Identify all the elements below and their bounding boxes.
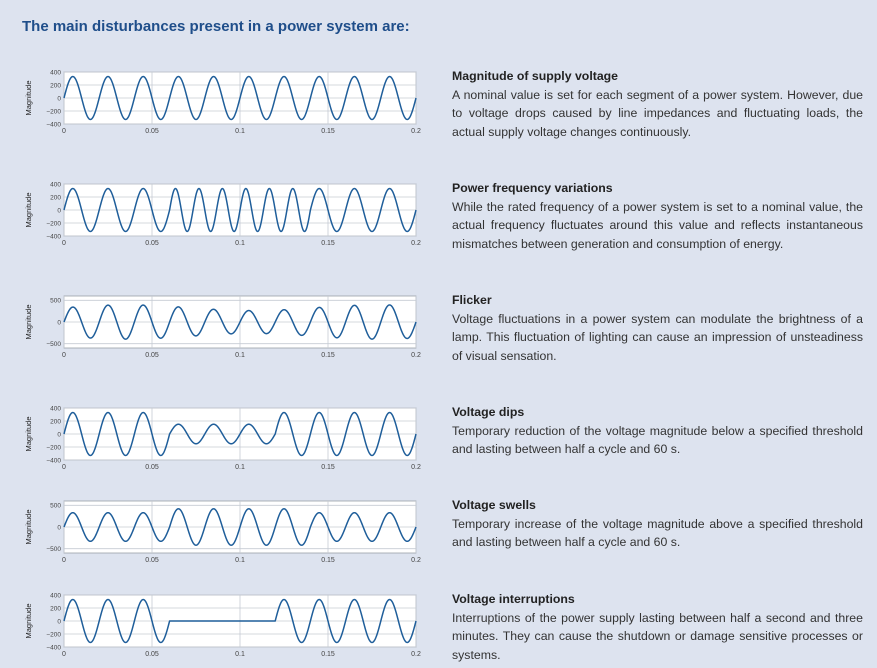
y-tick-label: 200	[50, 418, 61, 426]
disturbance-text: Temporary increase of the voltage magnitude above a specified threshold and lasting between half a cycle and 60 s.	[452, 516, 863, 549]
y-tick-label: −200	[46, 220, 61, 228]
x-tick-label: 0.15	[321, 240, 335, 247]
disturbance-title: Voltage swells	[452, 498, 536, 512]
y-tick-label: −500	[46, 340, 61, 348]
y-tick-label: 400	[50, 592, 61, 600]
y-tick-label: −400	[46, 233, 61, 241]
x-tick-label: 0.15	[321, 128, 335, 135]
y-tick-label: −200	[46, 631, 61, 639]
x-tick-label: 0.2	[411, 464, 421, 471]
x-tick-label: 0.2	[411, 352, 421, 359]
y-tick-label: 0	[57, 319, 61, 327]
disturbance-description	[452, 179, 863, 253]
y-axis-label: Magnitude	[24, 416, 33, 452]
x-tick-label: 0.2	[411, 240, 421, 247]
disturbance-title: Magnitude of supply voltage	[452, 69, 619, 83]
disturbance-text: A nominal value is set for each segment of a power system. However, due to voltage drops caused by line impedances and fluctuating loads, the actual supply voltage changes continuously.	[452, 87, 863, 139]
y-axis-label: Magnitude	[24, 304, 33, 340]
x-tick-label: 0.2	[411, 557, 421, 564]
y-tick-label: −400	[46, 121, 61, 129]
y-axis-label: Magnitude	[24, 192, 33, 228]
disturbance-description	[452, 67, 863, 141]
y-tick-label: −400	[46, 457, 61, 465]
x-tick-label: 0	[62, 128, 66, 135]
x-tick-label: 0.2	[411, 128, 421, 135]
waveform-chart	[24, 179, 424, 257]
y-tick-label: 400	[50, 69, 61, 77]
disturbance-title: Voltage interruptions	[452, 592, 575, 606]
disturbance-text: Interruptions of the power supply lasting between half a second and three minutes. They can cause the shutdown or damage sensitive processes or systems.	[452, 610, 863, 662]
disturbance-title: Flicker	[452, 293, 492, 307]
waveform-chart	[24, 496, 424, 574]
y-axis-label: Magnitude	[24, 80, 33, 116]
x-tick-label: 0	[62, 651, 66, 658]
x-tick-label: 0.2	[411, 651, 421, 658]
x-tick-label: 0.05	[145, 651, 159, 658]
x-tick-label: 0.1	[235, 240, 245, 247]
x-tick-label: 0.05	[145, 128, 159, 135]
x-tick-label: 0.1	[235, 651, 245, 658]
y-tick-label: 0	[57, 95, 61, 103]
waveform-chart	[24, 67, 424, 145]
x-tick-label: 0.15	[321, 464, 335, 471]
disturbance-description	[452, 590, 863, 664]
x-tick-label: 0.1	[235, 128, 245, 135]
y-tick-label: −400	[46, 644, 61, 652]
disturbance-description	[452, 291, 863, 365]
x-tick-label: 0.1	[235, 464, 245, 471]
waveform-chart	[24, 590, 424, 668]
y-tick-label: 0	[57, 524, 61, 532]
y-tick-label: 200	[50, 605, 61, 613]
y-tick-label: 200	[50, 82, 61, 90]
x-tick-label: 0.1	[235, 352, 245, 359]
y-tick-label: −500	[46, 545, 61, 553]
x-tick-label: 0.05	[145, 352, 159, 359]
y-tick-label: 0	[57, 207, 61, 215]
disturbance-text: Temporary reduction of the voltage magnitude below a specified threshold and lasting between half a cycle and 60 s.	[452, 423, 863, 456]
waveform-chart	[24, 403, 424, 481]
x-tick-label: 0.05	[145, 240, 159, 247]
x-tick-label: 0	[62, 240, 66, 247]
x-tick-label: 0	[62, 557, 66, 564]
page-title: The main disturbances present in a power system are:	[22, 18, 410, 35]
y-tick-label: 200	[50, 194, 61, 202]
y-tick-label: −200	[46, 108, 61, 116]
y-axis-label: Magnitude	[24, 603, 33, 639]
disturbance-text: While the rated frequency of a power system is set to a nominal value, the actual frequency fluctuates around this value and reflects instantaneous mismatches between generation and consumption of energy.	[452, 199, 863, 251]
disturbance-description	[452, 496, 863, 552]
y-tick-label: 400	[50, 181, 61, 189]
y-tick-label: 500	[50, 502, 61, 510]
disturbance-title: Voltage dips	[452, 405, 525, 419]
x-tick-label: 0	[62, 352, 66, 359]
y-axis-label: Magnitude	[24, 509, 33, 545]
disturbance-description	[452, 403, 863, 459]
y-tick-label: −200	[46, 444, 61, 452]
y-tick-label: 0	[57, 618, 61, 626]
x-tick-label: 0.15	[321, 352, 335, 359]
y-tick-label: 0	[57, 431, 61, 439]
disturbance-text: Voltage fluctuations in a power system can modulate the brightness of a lamp. This fluctuation of lighting can cause an impression of unsteadiness of visual sensation.	[452, 311, 863, 363]
x-tick-label: 0.05	[145, 557, 159, 564]
x-tick-label: 0.15	[321, 651, 335, 658]
x-tick-label: 0.1	[235, 557, 245, 564]
waveform-chart	[24, 291, 424, 369]
x-tick-label: 0.05	[145, 464, 159, 471]
x-tick-label: 0	[62, 464, 66, 471]
y-tick-label: 400	[50, 405, 61, 413]
y-tick-label: 500	[50, 297, 61, 305]
x-tick-label: 0.15	[321, 557, 335, 564]
disturbance-title: Power frequency variations	[452, 181, 613, 195]
